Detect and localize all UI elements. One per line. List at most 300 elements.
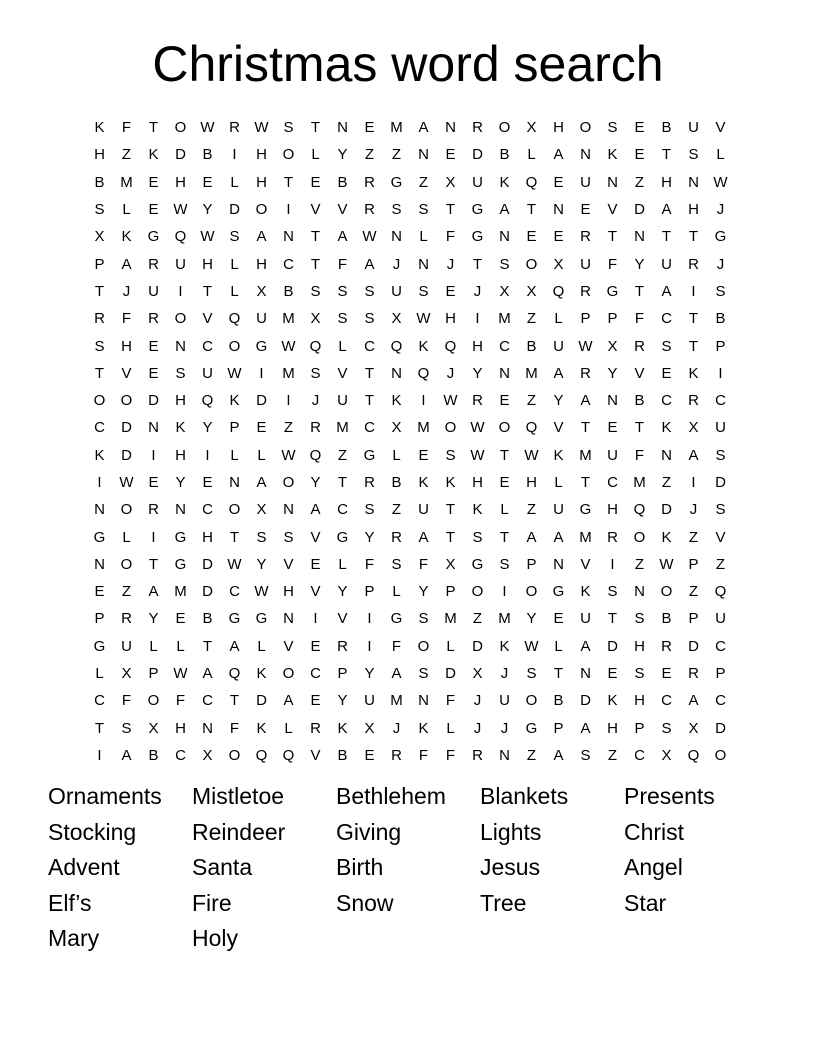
grid-cell[interactable]: A [553,146,564,164]
grid-cell[interactable]: G [471,228,484,246]
grid-cell[interactable]: R [364,173,375,191]
grid-cell[interactable]: S [445,446,456,464]
grid-cell[interactable]: E [310,637,321,655]
grid-cell[interactable]: R [364,201,375,219]
grid-cell[interactable]: Z [283,419,294,437]
grid-cell[interactable]: Q [201,392,214,410]
grid-cell[interactable]: C [661,310,672,328]
grid-cell[interactable]: A [688,692,699,710]
grid-cell[interactable]: A [661,282,672,300]
grid-cell[interactable]: X [688,719,699,737]
grid-cell[interactable]: P [337,665,348,683]
grid-cell[interactable]: T [202,282,213,300]
grid-cell[interactable]: O [174,119,187,137]
grid-cell[interactable]: W [713,173,728,191]
grid-cell[interactable]: C [364,337,375,355]
grid-cell[interactable]: M [120,173,133,191]
grid-cell[interactable]: G [552,583,565,601]
grid-cell[interactable]: T [688,337,699,355]
grid-cell[interactable]: M [282,364,295,382]
grid-cell[interactable]: E [202,173,213,191]
grid-cell[interactable]: U [580,255,591,273]
grid-cell[interactable]: U [148,282,159,300]
grid-cell[interactable]: P [94,610,105,628]
grid-cell[interactable]: C [310,665,321,683]
grid-cell[interactable]: G [147,228,160,246]
grid-cell[interactable]: O [525,583,538,601]
grid-cell[interactable]: J [311,392,320,410]
grid-cell[interactable]: F [418,555,429,573]
grid-cell[interactable]: I [502,583,507,601]
grid-cell[interactable]: R [472,746,483,764]
grid-cell[interactable]: W [254,119,269,137]
grid-cell[interactable]: Y [607,364,618,382]
grid-cell[interactable]: J [446,255,455,273]
grid-cell[interactable]: S [337,282,348,300]
grid-cell[interactable]: D [148,392,159,410]
grid-cell[interactable]: W [659,555,674,573]
grid-cell[interactable]: Q [282,746,295,764]
grid-cell[interactable]: B [337,746,348,764]
grid-cell[interactable]: O [633,528,646,546]
grid-cell[interactable]: O [228,746,241,764]
grid-cell[interactable]: U [607,446,618,464]
grid-cell[interactable]: U [337,392,348,410]
grid-cell[interactable]: E [634,146,645,164]
grid-cell[interactable]: L [554,637,563,655]
grid-cell[interactable]: S [634,610,645,628]
grid-cell[interactable]: Z [634,173,645,191]
grid-cell[interactable]: G [525,719,538,737]
grid-cell[interactable]: K [418,719,429,737]
grid-cell[interactable]: F [607,255,618,273]
grid-cell[interactable]: A [256,474,267,491]
grid-cell[interactable]: I [367,637,372,655]
grid-cell[interactable]: S [715,501,726,519]
grid-cell[interactable]: W [470,419,485,437]
grid-cell[interactable]: O [498,419,511,437]
grid-cell[interactable]: H [256,146,267,164]
grid-cell[interactable]: H [445,310,456,328]
grid-cell[interactable]: T [499,528,510,546]
grid-cell[interactable]: C [661,392,672,410]
grid-cell[interactable]: S [418,610,429,628]
grid-cell[interactable]: W [227,364,242,382]
grid-cell[interactable]: U [553,501,564,519]
grid-cell[interactable]: T [607,610,618,628]
grid-cell[interactable]: N [202,719,213,737]
grid-cell[interactable]: Q [390,337,403,355]
grid-cell[interactable]: E [148,364,159,382]
grid-cell[interactable]: X [688,419,699,437]
grid-cell[interactable]: Q [687,746,700,764]
grid-cell[interactable]: E [94,583,105,601]
grid-cell[interactable]: N [661,446,672,464]
grid-cell[interactable]: Y [256,555,267,573]
grid-cell[interactable]: I [151,446,156,464]
grid-cell[interactable]: A [688,446,699,464]
grid-cell[interactable]: E [553,228,564,246]
grid-cell[interactable]: R [121,610,132,628]
grid-cell[interactable]: W [524,637,539,655]
grid-cell[interactable]: K [418,337,429,355]
grid-cell[interactable]: T [337,474,348,491]
grid-cell[interactable]: D [175,146,186,164]
grid-cell[interactable]: S [580,746,591,764]
grid-cell[interactable]: S [661,337,672,355]
grid-cell[interactable]: E [661,364,672,382]
grid-cell[interactable]: S [310,282,321,300]
grid-cell[interactable]: L [122,201,131,219]
grid-cell[interactable]: G [390,610,403,628]
grid-cell[interactable]: L [257,446,266,464]
grid-cell[interactable]: V [310,201,321,219]
grid-cell[interactable]: N [283,610,294,628]
grid-cell[interactable]: A [661,201,672,219]
grid-cell[interactable]: X [121,665,132,683]
grid-cell[interactable]: X [94,228,105,246]
grid-cell[interactable]: K [580,583,591,601]
grid-cell[interactable]: T [688,310,699,328]
grid-cell[interactable]: D [472,146,483,164]
grid-cell[interactable]: T [283,173,294,191]
grid-cell[interactable]: L [311,146,320,164]
grid-cell[interactable]: P [553,719,564,737]
grid-cell[interactable]: P [364,583,375,601]
grid-cell[interactable]: E [499,392,510,410]
grid-cell[interactable]: S [94,337,105,355]
grid-cell[interactable]: G [174,555,187,573]
grid-cell[interactable]: T [472,255,483,273]
grid-cell[interactable]: A [391,665,402,683]
grid-cell[interactable]: E [148,337,159,355]
grid-cell[interactable]: T [229,692,240,710]
grid-cell[interactable]: Z [526,501,537,519]
grid-cell[interactable]: T [364,392,375,410]
grid-cell[interactable]: S [661,719,672,737]
grid-cell[interactable]: M [336,419,349,437]
grid-cell[interactable]: A [418,528,429,546]
grid-cell[interactable]: N [445,119,456,137]
grid-cell[interactable]: R [148,501,159,519]
grid-cell[interactable]: E [364,119,375,137]
grid-cell[interactable]: C [94,419,105,437]
grid-cell[interactable]: T [148,555,159,573]
grid-cell[interactable]: I [691,474,696,491]
grid-cell[interactable]: E [661,665,672,683]
grid-cell[interactable]: K [553,446,564,464]
grid-cell[interactable]: N [499,746,510,764]
grid-cell[interactable]: J [392,719,401,737]
grid-cell[interactable]: I [691,282,696,300]
grid-cell[interactable]: T [310,119,321,137]
grid-cell[interactable]: W [470,446,485,464]
grid-cell[interactable]: R [580,364,591,382]
grid-cell[interactable]: G [93,637,106,655]
grid-cell[interactable]: R [661,637,672,655]
grid-cell[interactable]: O [417,637,430,655]
grid-cell[interactable]: E [418,446,429,464]
grid-cell[interactable]: S [688,146,699,164]
grid-cell[interactable]: T [229,528,240,546]
grid-cell[interactable]: K [175,419,186,437]
grid-cell[interactable]: T [310,255,321,273]
grid-cell[interactable]: A [364,255,375,273]
grid-cell[interactable]: S [283,119,294,137]
grid-cell[interactable]: O [255,201,268,219]
grid-cell[interactable]: B [661,610,672,628]
grid-cell[interactable]: J [473,282,482,300]
grid-cell[interactable]: Z [391,146,402,164]
grid-cell[interactable]: K [94,119,105,137]
grid-cell[interactable]: O [174,310,187,328]
grid-cell[interactable]: O [282,665,295,683]
grid-cell[interactable]: P [688,610,699,628]
grid-cell[interactable]: F [121,119,132,137]
grid-cell[interactable]: H [553,119,564,137]
grid-cell[interactable]: Z [688,583,699,601]
grid-cell[interactable]: Y [148,610,159,628]
grid-cell[interactable]: G [471,555,484,573]
grid-cell[interactable]: F [445,746,456,764]
grid-cell[interactable]: V [283,637,294,655]
grid-cell[interactable]: H [607,501,618,519]
grid-cell[interactable]: D [607,637,618,655]
grid-cell[interactable]: M [282,310,295,328]
grid-cell[interactable]: X [256,501,267,519]
grid-cell[interactable]: N [175,337,186,355]
grid-cell[interactable]: P [715,337,726,355]
grid-cell[interactable]: O [282,146,295,164]
grid-cell[interactable]: N [418,692,429,710]
grid-cell[interactable]: H [607,719,618,737]
grid-cell[interactable]: T [580,419,591,437]
grid-cell[interactable]: C [94,692,105,710]
grid-cell[interactable]: I [421,392,426,410]
grid-cell[interactable]: R [472,392,483,410]
grid-cell[interactable]: T [445,501,456,519]
grid-cell[interactable]: J [500,665,509,683]
grid-cell[interactable]: V [310,746,321,764]
grid-cell[interactable]: G [363,446,376,464]
grid-cell[interactable]: S [364,310,375,328]
grid-cell[interactable]: D [121,446,132,464]
grid-cell[interactable]: H [256,255,267,273]
grid-cell[interactable]: C [715,637,726,655]
grid-cell[interactable]: K [472,501,483,519]
grid-cell[interactable]: Q [525,173,538,191]
grid-cell[interactable]: F [337,255,348,273]
grid-cell[interactable]: D [715,719,726,737]
grid-cell[interactable]: H [121,337,132,355]
grid-cell[interactable]: I [232,146,237,164]
grid-cell[interactable]: R [148,255,159,273]
grid-cell[interactable]: K [337,719,348,737]
grid-cell[interactable]: W [254,583,269,601]
grid-cell[interactable]: K [256,719,267,737]
grid-cell[interactable]: D [472,637,483,655]
grid-cell[interactable]: P [526,555,537,573]
grid-cell[interactable]: X [202,746,213,764]
grid-cell[interactable]: X [391,419,402,437]
grid-cell[interactable]: Q [228,310,241,328]
grid-cell[interactable]: R [310,419,321,437]
grid-cell[interactable]: Y [175,474,186,491]
grid-cell[interactable]: Q [417,364,430,382]
grid-cell[interactable]: L [527,146,536,164]
grid-cell[interactable]: G [390,173,403,191]
grid-cell[interactable]: K [688,364,699,382]
grid-cell[interactable]: J [689,501,698,519]
grid-cell[interactable]: C [364,419,375,437]
grid-cell[interactable]: G [255,337,268,355]
grid-cell[interactable]: P [688,555,699,573]
grid-cell[interactable]: E [202,474,213,491]
grid-cell[interactable]: O [498,119,511,137]
grid-cell[interactable]: O [228,337,241,355]
grid-cell[interactable]: V [337,610,348,628]
grid-cell[interactable]: W [200,228,215,246]
grid-cell[interactable]: F [229,719,240,737]
grid-cell[interactable]: N [499,364,510,382]
grid-cell[interactable]: Q [714,583,727,601]
grid-cell[interactable]: J [473,719,482,737]
grid-cell[interactable]: L [392,583,401,601]
grid-cell[interactable]: N [337,119,348,137]
grid-cell[interactable]: Q [633,501,646,519]
grid-cell[interactable]: E [526,228,537,246]
grid-cell[interactable]: I [286,201,291,219]
grid-cell[interactable]: T [688,228,699,246]
grid-cell[interactable]: B [202,146,213,164]
grid-cell[interactable]: Z [688,528,699,546]
grid-cell[interactable]: V [121,364,132,382]
grid-cell[interactable]: I [259,364,264,382]
grid-cell[interactable]: D [688,637,699,655]
grid-cell[interactable]: N [553,555,564,573]
grid-cell[interactable]: U [472,173,483,191]
grid-cell[interactable]: T [661,228,672,246]
grid-cell[interactable]: D [445,665,456,683]
grid-cell[interactable]: U [580,610,591,628]
grid-cell[interactable]: Z [418,173,429,191]
grid-cell[interactable]: H [256,173,267,191]
grid-cell[interactable]: S [715,446,726,464]
grid-cell[interactable]: Q [309,337,322,355]
grid-cell[interactable]: S [418,201,429,219]
grid-cell[interactable]: T [661,146,672,164]
grid-cell[interactable]: N [418,146,429,164]
grid-cell[interactable]: J [446,364,455,382]
grid-cell[interactable]: L [149,637,158,655]
grid-cell[interactable]: I [718,364,723,382]
grid-cell[interactable]: M [417,419,430,437]
grid-cell[interactable]: M [498,610,511,628]
grid-cell[interactable]: H [175,173,186,191]
grid-cell[interactable]: L [230,173,239,191]
grid-cell[interactable]: W [281,446,296,464]
grid-cell[interactable]: T [364,364,375,382]
grid-cell[interactable]: Y [634,255,645,273]
grid-cell[interactable]: V [337,201,348,219]
grid-cell[interactable]: E [310,173,321,191]
grid-cell[interactable]: N [553,201,564,219]
grid-cell[interactable]: A [229,637,240,655]
grid-cell[interactable]: S [283,528,294,546]
grid-cell[interactable]: A [580,719,591,737]
grid-cell[interactable]: C [229,583,240,601]
grid-cell[interactable]: T [445,201,456,219]
grid-cell[interactable]: W [443,392,458,410]
grid-cell[interactable]: L [338,337,347,355]
grid-cell[interactable]: C [607,474,618,491]
grid-cell[interactable]: G [579,501,592,519]
grid-cell[interactable]: Y [202,419,213,437]
grid-cell[interactable]: K [499,173,510,191]
grid-cell[interactable]: L [230,255,239,273]
grid-cell[interactable]: N [607,173,618,191]
grid-cell[interactable]: D [202,583,213,601]
grid-cell[interactable]: J [473,692,482,710]
grid-cell[interactable]: M [633,474,646,491]
grid-cell[interactable]: S [418,282,429,300]
grid-cell[interactable]: P [148,665,159,683]
grid-cell[interactable]: Y [526,610,537,628]
grid-cell[interactable]: N [634,228,645,246]
grid-cell[interactable]: U [202,364,213,382]
grid-cell[interactable]: V [310,528,321,546]
grid-cell[interactable]: M [174,583,187,601]
grid-cell[interactable]: X [526,282,537,300]
grid-cell[interactable]: N [580,146,591,164]
grid-cell[interactable]: B [283,282,294,300]
grid-cell[interactable]: Z [121,583,132,601]
grid-cell[interactable]: R [688,665,699,683]
grid-cell[interactable]: C [337,501,348,519]
grid-cell[interactable]: D [202,555,213,573]
grid-cell[interactable]: M [390,692,403,710]
grid-cell[interactable]: G [174,528,187,546]
grid-cell[interactable]: B [661,119,672,137]
grid-cell[interactable]: E [634,119,645,137]
grid-cell[interactable]: A [580,392,591,410]
grid-cell[interactable]: O [714,746,727,764]
grid-cell[interactable]: S [256,528,267,546]
grid-cell[interactable]: P [607,310,618,328]
grid-cell[interactable]: C [202,692,213,710]
grid-cell[interactable]: U [688,119,699,137]
grid-cell[interactable]: K [661,419,672,437]
grid-cell[interactable]: E [256,419,267,437]
grid-cell[interactable]: X [526,119,537,137]
grid-cell[interactable]: L [446,719,455,737]
grid-cell[interactable]: E [310,692,321,710]
grid-cell[interactable]: U [715,610,726,628]
grid-cell[interactable]: N [499,228,510,246]
grid-cell[interactable]: P [715,665,726,683]
grid-cell[interactable]: K [499,637,510,655]
grid-cell[interactable]: E [175,610,186,628]
grid-cell[interactable]: T [607,228,618,246]
grid-cell[interactable]: G [93,528,106,546]
grid-cell[interactable]: M [525,364,538,382]
grid-cell[interactable]: K [607,692,618,710]
grid-cell[interactable]: S [94,201,105,219]
grid-cell[interactable]: Y [418,583,429,601]
grid-cell[interactable]: J [716,255,725,273]
grid-cell[interactable]: T [94,364,105,382]
grid-cell[interactable]: F [175,692,186,710]
